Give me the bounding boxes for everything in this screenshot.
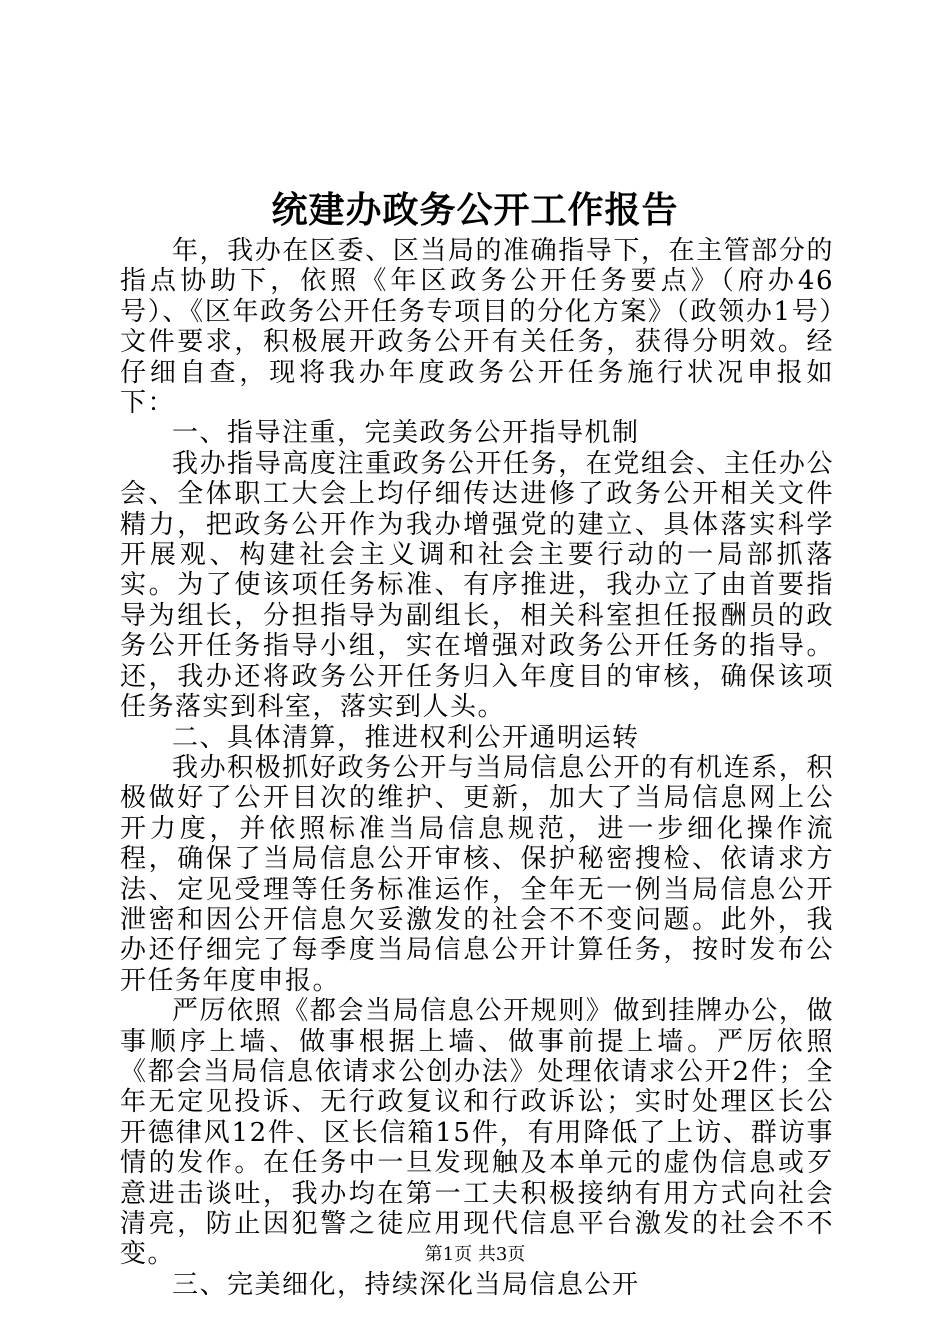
page-number-footer: 第1页 共3页 <box>424 1244 526 1265</box>
body-paragraph: 我办指导高度注重政务公开任务，在党组会、主任办公会、全体职工大会上均仔细传达进修了政务公开相关文件精力，把政务公开作为我办增强党的建立、具体落实科学开展观、构建社会主义调和社会主要行动的一局部抓落实。为了使该项任务标准、有序推进，我办立了由首要指导为组长，分担指导为副组长，相关科室担任报酬员的政务公开任务指导小组，实在增强对政务公开任务的指导。还，我办还将政务公开任务归入年度目的审核，确保该项任务落实到科室，落实到人头。 <box>120 448 834 723</box>
section-heading-2: 二、具体清算，推进权利公开通明运转 <box>172 722 640 753</box>
body-paragraph: 严厉依照《都会当局信息公开规则》做到挂牌办公，做事顺序上墙、做事根据上墙、做事前提上墙。严厉依照《都会当局信息依请求公创办法》处理依请求公开2件；全年无定见投诉、无行政复议和行政诉讼；实时处理区长公开德律风12件、区长信箱15件，有用降低了上访、群访事情的发作。在任务中一旦发现触及本单元的虚伪信息或歹意进击谈吐，我办均在第一工夫积极接纳有用方式向社会清亮，防止因犯警之徒应用现代信息平台激发的社会不不变。 <box>120 996 834 1270</box>
section-heading-1: 一、指导注重，完美政务公开指导机制 <box>172 418 640 449</box>
section-heading-3: 三、完美细化，持续深化当局信息公开 <box>172 1269 640 1300</box>
intro-paragraph: 年，我办在区委、区当局的准确指导下，在主管部分的指点协助下，依照《年区政务公开任务要点》（府办46号）、《区年政务公开任务专项目的分化方案》（政领办1号）文件要求，积极展开政务公开有关任务，获得分明效。经仔细自查，现将我办年度政务公开任务施行状况申报如下： <box>120 236 834 419</box>
document-title: 统建办政务公开工作报告 <box>271 189 679 231</box>
document-body <box>120 236 834 1300</box>
body-paragraph: 我办积极抓好政务公开与当局信息公开的有机连系，积极做好了公开目次的维护、更新，加大了当局信息网上公开力度，并依照标准当局信息规范，进一步细化操作流程，确保了当局信息公开审核、保护秘密搜检、依请求方法、定见受理等任务标准运作，全年无一例当局信息公开泄密和因公开信息欠妥激发的社会不不变问题。此外，我办还仔细完了每季度当局信息公开计算任务，按时发布公开任务年度申报。 <box>120 752 834 996</box>
